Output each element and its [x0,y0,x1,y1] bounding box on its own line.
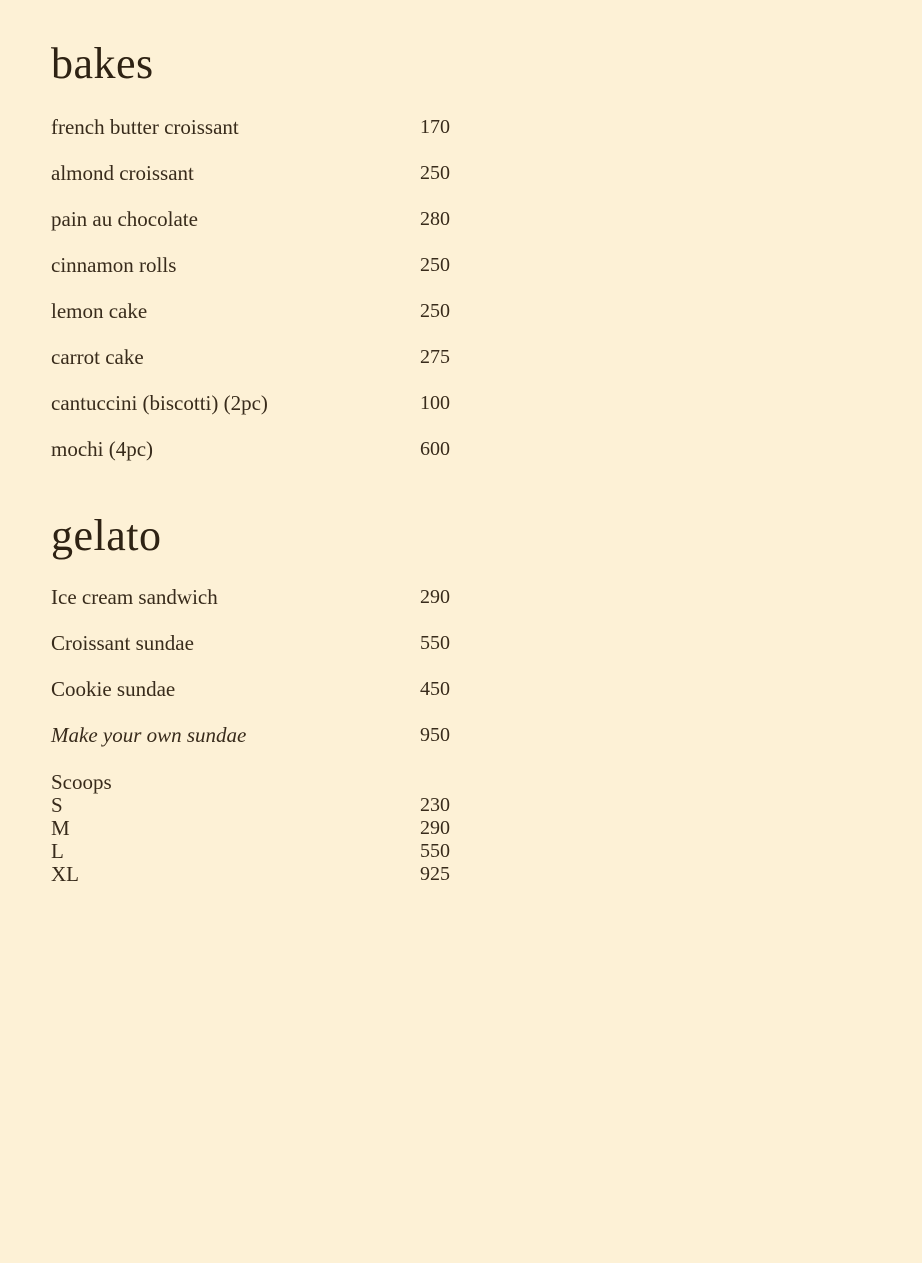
menu-item [51,242,471,288]
menu-item-name: cantuccini (biscotti) (2pc) [51,390,268,415]
menu-item-name: cinnamon rolls [51,252,177,277]
scoop-size-label: M [51,816,70,840]
menu-item-name: Make your own sundae [51,722,247,747]
menu-item-price: 275 [420,345,450,368]
scoop-size-row [51,817,471,840]
menu-item [51,150,471,196]
gelato-item-list [51,574,471,758]
menu-item-price: 100 [420,391,450,414]
menu-item-name: Croissant sundae [51,630,194,655]
menu-item [51,574,471,620]
menu-item-price: 250 [420,299,450,322]
menu-item-price: 250 [420,161,450,184]
menu-item [51,620,471,666]
menu-item-name: almond croissant [51,160,194,185]
menu-item-price: 250 [420,253,450,276]
menu-item-name: pain au chocolate [51,206,198,231]
scoops-label: Scoops [51,770,112,794]
menu-item [51,380,471,426]
menu-item [51,666,471,712]
menu-item-name: carrot cake [51,344,144,369]
menu-item-name: Ice cream sandwich [51,584,218,609]
menu-content [51,0,471,886]
bakes-item-list [51,104,471,472]
scoop-size-label: L [51,839,64,863]
menu-item [51,288,471,334]
scoop-size-price: 290 [420,817,450,839]
scoop-size-row [51,794,471,817]
scoop-size-price: 550 [420,840,450,862]
menu-item [51,196,471,242]
menu-item [51,104,471,150]
menu-item-name: mochi (4pc) [51,436,154,461]
menu-item [51,426,471,472]
scoop-size-price: 230 [420,794,450,816]
scoop-size-row [51,863,471,886]
scoop-size-price: 925 [420,863,450,885]
section-title-bakes: bakes [51,39,154,88]
menu-item-price: 280 [420,207,450,230]
menu-item-name: lemon cake [51,298,148,323]
menu-item [51,334,471,380]
scoop-size-row [51,840,471,863]
menu-item-price: 600 [420,437,450,460]
scoop-size-label: XL [51,862,79,886]
menu-item-price: 450 [420,677,450,700]
menu-item-name: Cookie sundae [51,676,176,701]
section-title-gelato: gelato [51,511,162,560]
scoops-block [51,771,471,886]
page-bottom-edge [0,1263,922,1268]
menu-item-name: french butter croissant [51,114,239,139]
menu-item-price: 170 [420,115,450,138]
menu-item-price: 950 [420,723,450,746]
scoop-size-label: S [51,793,63,817]
menu-item [51,712,471,758]
menu-item-price: 550 [420,631,450,654]
menu-item-price: 290 [420,585,450,608]
